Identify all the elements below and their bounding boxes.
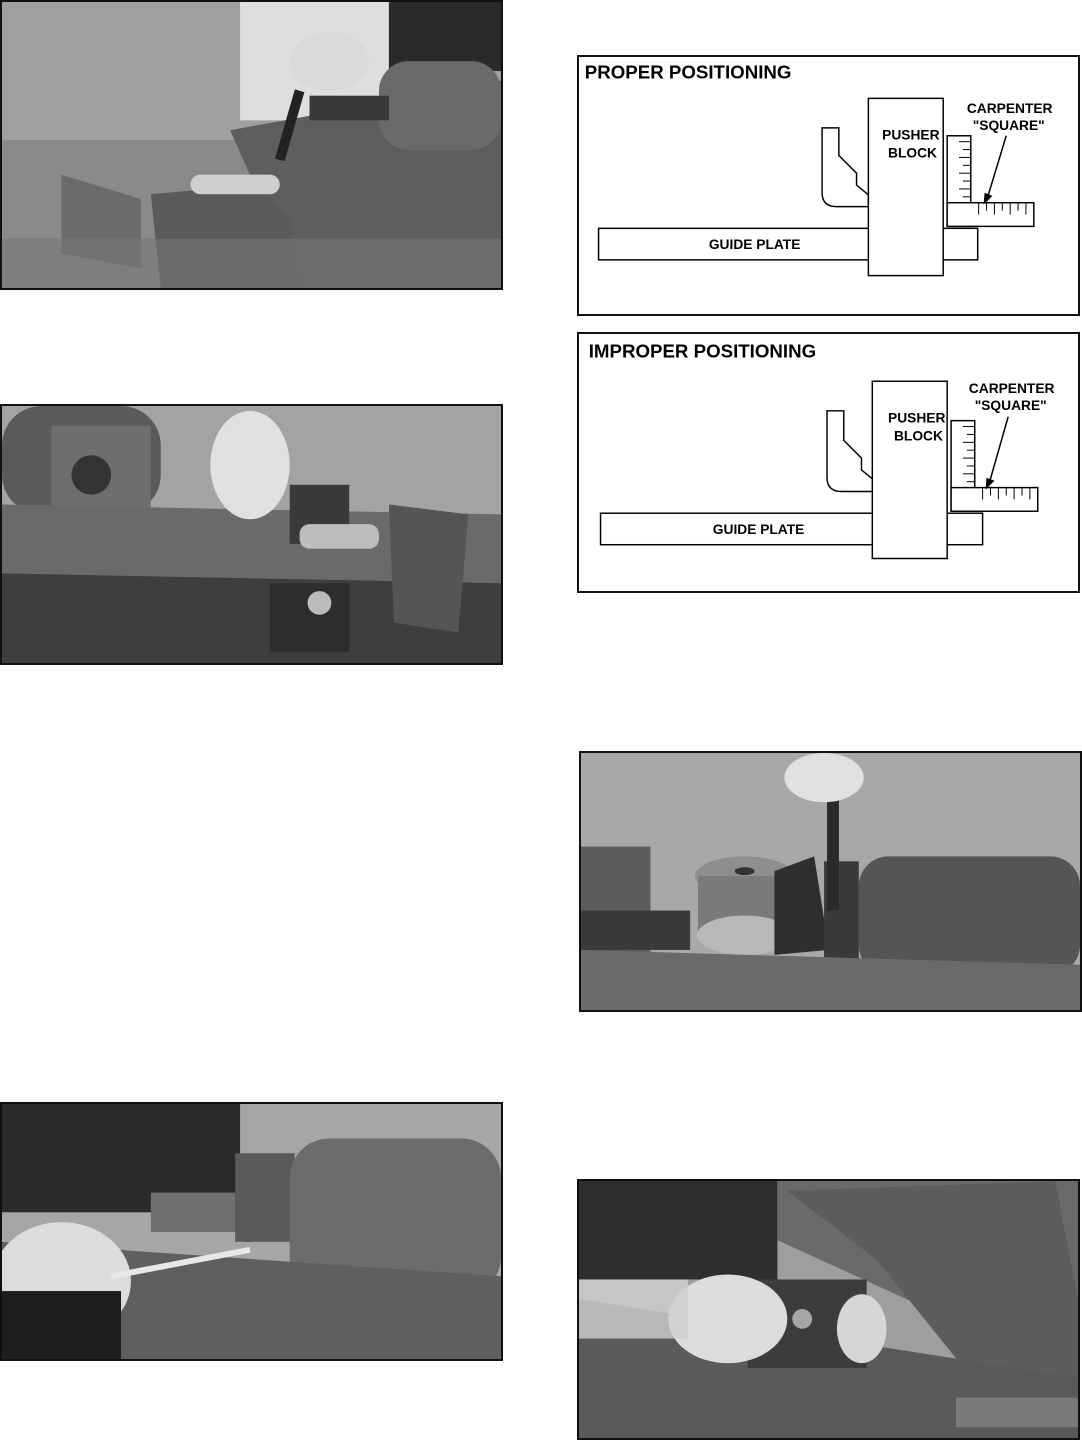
photo-1-graphic — [2, 2, 501, 288]
photo-4-graphic — [581, 753, 1080, 1010]
square-horizontal-arm — [947, 203, 1034, 227]
pusher-label-2: BLOCK — [893, 428, 943, 444]
square-label-1: CARPENTER — [968, 381, 1055, 397]
pusher-label-1: PUSHER — [882, 127, 940, 143]
improper-title: IMPROPER POSITIONING — [588, 340, 817, 362]
proper-positioning-diagram — [577, 55, 1080, 316]
photo-positioning-block — [577, 1179, 1080, 1440]
pusher-block-shape — [868, 98, 943, 275]
improper-positioning-graphic — [579, 334, 1078, 591]
bracket-shape — [822, 128, 868, 207]
pusher-label-2: BLOCK — [888, 145, 938, 161]
square-label-2: "SQUARE" — [972, 117, 1045, 133]
improper-positioning-diagram — [577, 332, 1080, 593]
bracket-shape — [827, 411, 873, 492]
guide-plate-label: GUIDE PLATE — [712, 521, 805, 537]
proper-title: PROPER POSITIONING — [584, 61, 792, 83]
proper-positioning-graphic — [579, 57, 1078, 314]
square-label-1: CARPENTER — [966, 101, 1053, 117]
guide-plate-label: GUIDE PLATE — [708, 237, 801, 253]
square-pointer-arrow — [989, 417, 1009, 486]
pusher-label-1: PUSHER — [888, 410, 946, 426]
photo-tightening-bolt — [0, 1102, 503, 1361]
photo-5-graphic — [579, 1181, 1078, 1438]
pusher-block-shape — [872, 381, 947, 558]
square-label-2: "SQUARE" — [974, 397, 1047, 413]
photo-pointing-at-guide — [0, 404, 503, 665]
photo-hand-adjusting-valve — [0, 0, 503, 290]
square-horizontal-arm — [951, 488, 1038, 512]
square-pointer-arrow — [987, 136, 1007, 201]
photo-3-graphic — [2, 1104, 501, 1359]
photo-hammering-die — [579, 751, 1082, 1012]
photo-2-graphic — [2, 406, 501, 663]
